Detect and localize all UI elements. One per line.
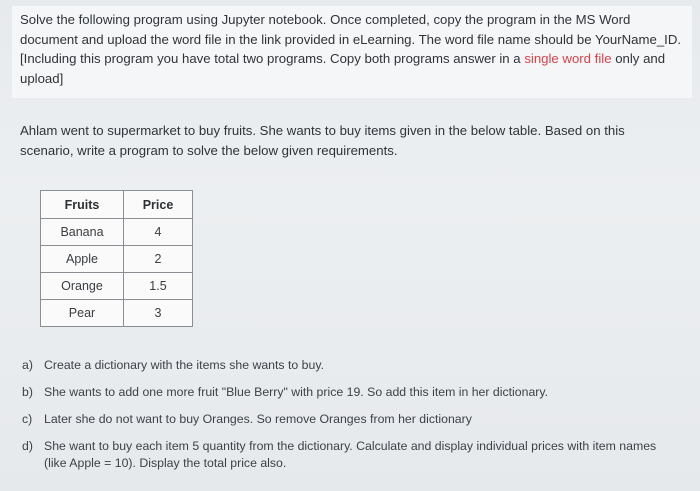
fruit-price-cell: 1.5 [124, 273, 193, 300]
fruit-name-cell: Apple [41, 246, 124, 273]
requirement-label: b) [22, 385, 33, 399]
requirement-text: She wants to add one more fruit "Blue Berry" with price 19. So add this item in her dictionary. [44, 385, 549, 399]
header-price: Price [124, 191, 193, 219]
fruit-name-cell: Orange [41, 273, 124, 300]
requirement-item [22, 384, 682, 401]
requirements-list [22, 357, 682, 482]
table-header-row [41, 191, 193, 219]
instructions-text-main: Solve the following program using Jupyter notebook. Once completed, copy the program in the MS Word document and upload the word file in the link provided in eLearning. The word file name should be YourName_ID. [Including this program you have total two programs. Copy both programs answer in a [20, 12, 682, 67]
fruit-name-cell: Banana [41, 219, 124, 246]
requirement-text: Create a dictionary with the items she wants to buy. [44, 358, 325, 372]
table-row [41, 273, 193, 300]
requirement-text: Later she do not want to buy Oranges. So remove Oranges from her dictionary [44, 412, 472, 426]
requirement-text: She want to buy each item 5 quantity from the dictionary. Calculate and display individual prices with item names (like Apple = 10). Display the total price also. [44, 439, 657, 470]
instructions-text-end: only and upload] [20, 51, 666, 86]
requirement-item [22, 357, 682, 374]
fruit-price-cell: 4 [124, 219, 193, 246]
table-row [41, 246, 193, 273]
requirement-item [22, 438, 682, 472]
instructions-block [12, 6, 692, 98]
fruit-price-cell: 3 [124, 300, 193, 327]
requirement-label: a) [22, 358, 33, 372]
header-fruits: Fruits [41, 191, 124, 219]
requirement-item [22, 411, 682, 428]
fruits-price-table [40, 190, 193, 327]
fruit-price-cell: 2 [124, 246, 193, 273]
requirement-label: c) [22, 412, 33, 426]
requirement-label: d) [22, 439, 33, 453]
table-row [41, 219, 193, 246]
scenario-text: Ahlam went to supermarket to buy fruits. She wants to buy items given in the below table. Based on this scenario, write a program to solve the below given requirements. [20, 123, 625, 158]
fruit-name-cell: Pear [41, 300, 124, 327]
instructions-highlight: single word file [524, 51, 612, 67]
table-row [41, 300, 193, 327]
instructions-text [12, 6, 692, 88]
